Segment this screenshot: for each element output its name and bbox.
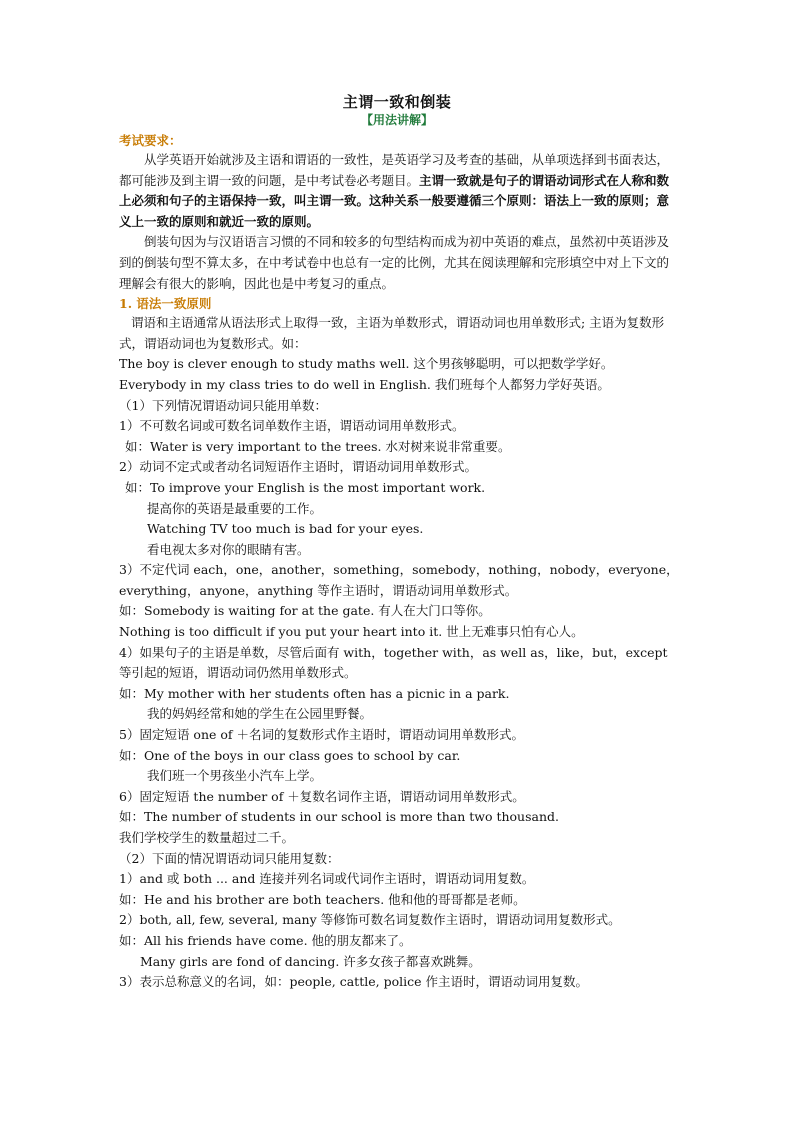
example-2: Everybody in my class tries to do well in English. 我们班每个人都努力学好英语。 [119, 376, 610, 392]
section-1-heading: 1. 语法一致原则 [119, 296, 212, 312]
intro-paragraph-2: 倒装句因为与汉语语言习惯的不同和较多的句型结构而成为初中英语的难点，虽然初中英语涉及到的倒装句型不算太多，在中考试卷中也总有一定的比例，尤其在阅读理解和完形填空中对上下文的理解会有很大的影响，因此也是中考复习的重点。 [119, 234, 670, 291]
document-title: 主谓一致和倒装 [342, 93, 452, 111]
intro-paragraph-1 [119, 150, 675, 232]
rule-6: 6）固定短语 the number of ＋复数名词作主语，谓语动词用单数形式。 [119, 788, 525, 804]
rule-5: 5）固定短语 one of ＋名词的复数形式作主语时，谓语动词用单数形式。 [119, 727, 525, 743]
subheading-plural: （2）下面的情况谓语动词只能用复数： [119, 850, 340, 866]
rule-4-example: 如：My mother with her students often has a picnic in a park. [119, 685, 510, 701]
exam-requirements-heading: 考试要求： [119, 133, 182, 148]
rule-3-example-2: Nothing is too difficult if you put your heart into it. 世上无难事只怕有心人。 [119, 624, 584, 640]
rule-2-example-1-translation: 提高你的英语是最重要的工作。 [147, 500, 323, 516]
subheading-singular: （1）下列情况谓语动词只能用单数： [119, 397, 327, 413]
rule-4-line-2: 等引起的短语，谓语动词仍然用单数形式。 [119, 665, 357, 681]
rule-6-example-translation: 我们学校学生的数量超过二千。 [119, 830, 295, 845]
rule-3-line-2: everything，anyone，anything 等作主语时，谓语动词用单数形式。 [119, 582, 518, 598]
intro-1-text: 从学英语开始就涉及主语和谓语的一致性，是英语学习及考查的基础，从单项选择到书面表达，都可能涉及到主谓一致的问题，是中考试卷必考题目。 [119, 152, 670, 188]
rule-6-example: 如：The number of students in our school is more than two thousand. [119, 809, 559, 825]
example-1: The boy is clever enough to study maths well. 这个男孩够聪明，可以把数学学好。 [119, 356, 614, 372]
document-subtitle: 【用法讲解】 [360, 113, 433, 127]
rule-4-line-1: 4）如果句子的主语是单数，尽管后面有 with，together with，as well as，like，but，except [119, 644, 668, 660]
rule-1-example: 如：Water is very important to the trees. 水对树来说非常重要。 [125, 438, 511, 454]
plural-rule-2: 2）both, all, few, several, many 等修饰可数名词复数作主语时，谓语动词用复数形式。 [119, 912, 621, 928]
intro-1-bold: 主谓一致就是句子的谓语动词形式在人称和数上必须和句子的主语保持一致，叫主谓一致。这种关系一般要遵循三个原则：语法上一致的原则；意义上一致的原则和就近一致的原则。 [119, 172, 670, 229]
rule-3-line-1: 3）不定代词 each，one，another，something，somebody，nothing，nobody，everyone， [119, 562, 679, 578]
plural-rule-2-example-2: Many girls are fond of dancing. 许多女孩子都喜欢跳舞。 [140, 953, 481, 969]
plural-rule-2-example-1: 如：All his friends have come. 他的朋友都来了。 [119, 932, 412, 948]
rule-2-example-1: 如：To improve your English is the most important work. [125, 479, 486, 495]
rule-4-example-translation: 我的妈妈经常和她的学生在公园里野餐。 [147, 706, 373, 722]
plural-rule-1: 1）and 或 both ... and 连接并列名词或代词作主语时，谓语动词用复数。 [119, 871, 535, 887]
rule-5-example: 如：One of the boys in our class goes to school by car. [119, 747, 461, 763]
plural-rule-3: 3）表示总称意义的名词，如：people, cattle, police 作主语时，谓语动词用复数。 [119, 974, 588, 990]
rule-2-example-2: Watching TV too much is bad for your eyes. [147, 521, 424, 537]
rule-2: 2）动词不定式或者动名词短语作主语时，谓语动词用单数形式。 [119, 459, 477, 475]
rule-3-example-1: 如：Somebody is waiting for at the gate. 有人在大门口等你。 [119, 603, 491, 619]
section-1-paragraph: 谓语和主语通常从语法形式上取得一致，主语为单数形式，谓语动词也用单数形式; 主语为复数形式，谓语动词也为复数形式。如： [119, 315, 665, 351]
rule-5-example-translation: 我们班一个男孩坐小汽车上学。 [147, 768, 323, 784]
document-page [119, 92, 679, 993]
rule-2-example-2-translation: 看电视太多对你的眼睛有害。 [147, 541, 310, 557]
rule-1: 1）不可数名词或可数名词单数作主语，谓语动词用单数形式。 [119, 418, 465, 434]
plural-rule-1-example: 如：He and his brother are both teachers. 他和他的哥哥都是老师。 [119, 891, 526, 907]
